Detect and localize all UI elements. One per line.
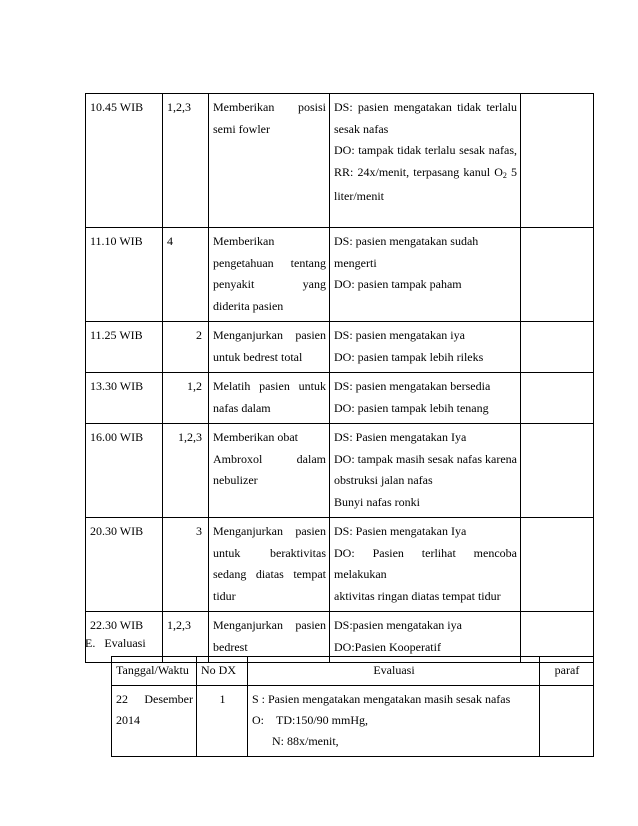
dx-cell: 4	[163, 228, 209, 322]
evaluation-table	[111, 656, 594, 757]
response-cell: DS: Pasien mengatakan Iya DO: Pasien terlihat mencoba melakukan aktivitas ringan diatas tempat tidur	[330, 518, 521, 612]
action-cell: Memberikan obat Ambroxol dalam nebulizer	[209, 424, 330, 518]
section-label: E.	[85, 636, 96, 650]
paraf-cell	[521, 228, 594, 322]
time-cell: 11.10 WIB	[86, 228, 163, 322]
table-row	[86, 612, 594, 663]
response-cell: DS: pasien mengatakan bersedia DO: pasien tampak lebih tenang	[330, 373, 521, 424]
dx-cell: 1,2	[163, 373, 209, 424]
header-date: Tanggal/Waktu	[112, 657, 197, 686]
action-cell: Menganjurkan pasien untuk beraktivitas sedang diatas tempat tidur	[209, 518, 330, 612]
time-cell: 13.30 WIB	[86, 373, 163, 424]
date-cell: 22 Desember 2014	[112, 686, 197, 757]
time-cell: 10.45 WIB	[86, 94, 163, 228]
time-cell: 16.00 WIB	[86, 424, 163, 518]
dx-cell: 1	[197, 686, 248, 757]
paraf-cell	[540, 686, 594, 757]
response-cell: DS: pasien mengatakan tidak terlalu sesak nafas DO: tampak tidak terlalu sesak nafas, RR: 24x/menit, terpasang kanul $O_2$ 5 liter/menit	[330, 94, 521, 228]
table-row	[86, 94, 594, 228]
header-evaluation: Evaluasi	[248, 657, 540, 686]
table-row	[86, 228, 594, 322]
dx-cell: 1,2,3	[163, 94, 209, 228]
action-cell: Menganjurkan pasien bedrest	[209, 612, 330, 663]
response-cell: DS: pasien mengatakan sudah mengerti DO: pasien tampak paham	[330, 228, 521, 322]
table-row	[112, 686, 594, 757]
dx-cell: 1,2,3	[163, 612, 209, 663]
dx-cell: 1,2,3	[163, 424, 209, 518]
action-cell: Melatih pasien untuk nafas dalam	[209, 373, 330, 424]
paraf-cell	[521, 94, 594, 228]
paraf-cell	[521, 518, 594, 612]
table-row	[86, 322, 594, 373]
paraf-cell	[521, 322, 594, 373]
dx-cell: 2	[163, 322, 209, 373]
action-cell: Memberikan posisi semi fowler	[209, 94, 330, 228]
paraf-cell	[521, 424, 594, 518]
action-cell: Memberikan pengetahuan tentang penyakit yang diderita pasien	[209, 228, 330, 322]
time-cell: 20.30 WIB	[86, 518, 163, 612]
table-row	[86, 424, 594, 518]
table-row	[86, 518, 594, 612]
time-cell: 11.25 WIB	[86, 322, 163, 373]
section-heading	[85, 635, 146, 651]
paraf-cell	[521, 612, 594, 663]
table-header-row	[112, 657, 594, 686]
section-title: Evaluasi	[104, 636, 146, 650]
evaluation-cell: S : Pasien mengatakan mengatakan masih sesak nafas O: TD:150/90 mmHg, N: 88x/menit,	[248, 686, 540, 757]
header-dx: No DX	[197, 657, 248, 686]
header-paraf: paraf	[540, 657, 594, 686]
response-cell: DS: pasien mengatakan iya DO: pasien tampak lebih rileks	[330, 322, 521, 373]
response-cell: DS:pasien mengatakan iya DO:Pasien Kooperatif	[330, 612, 521, 663]
implementation-table	[85, 93, 594, 663]
time-cell: 22.30 WIB	[86, 612, 163, 663]
table-row	[86, 373, 594, 424]
paraf-cell	[521, 373, 594, 424]
action-cell: Menganjurkan pasien untuk bedrest total	[209, 322, 330, 373]
dx-cell: 3	[163, 518, 209, 612]
response-cell: DS: Pasien mengatakan Iya DO: tampak masih sesak nafas karena obstruksi jalan nafas Bunyi nafas ronki	[330, 424, 521, 518]
